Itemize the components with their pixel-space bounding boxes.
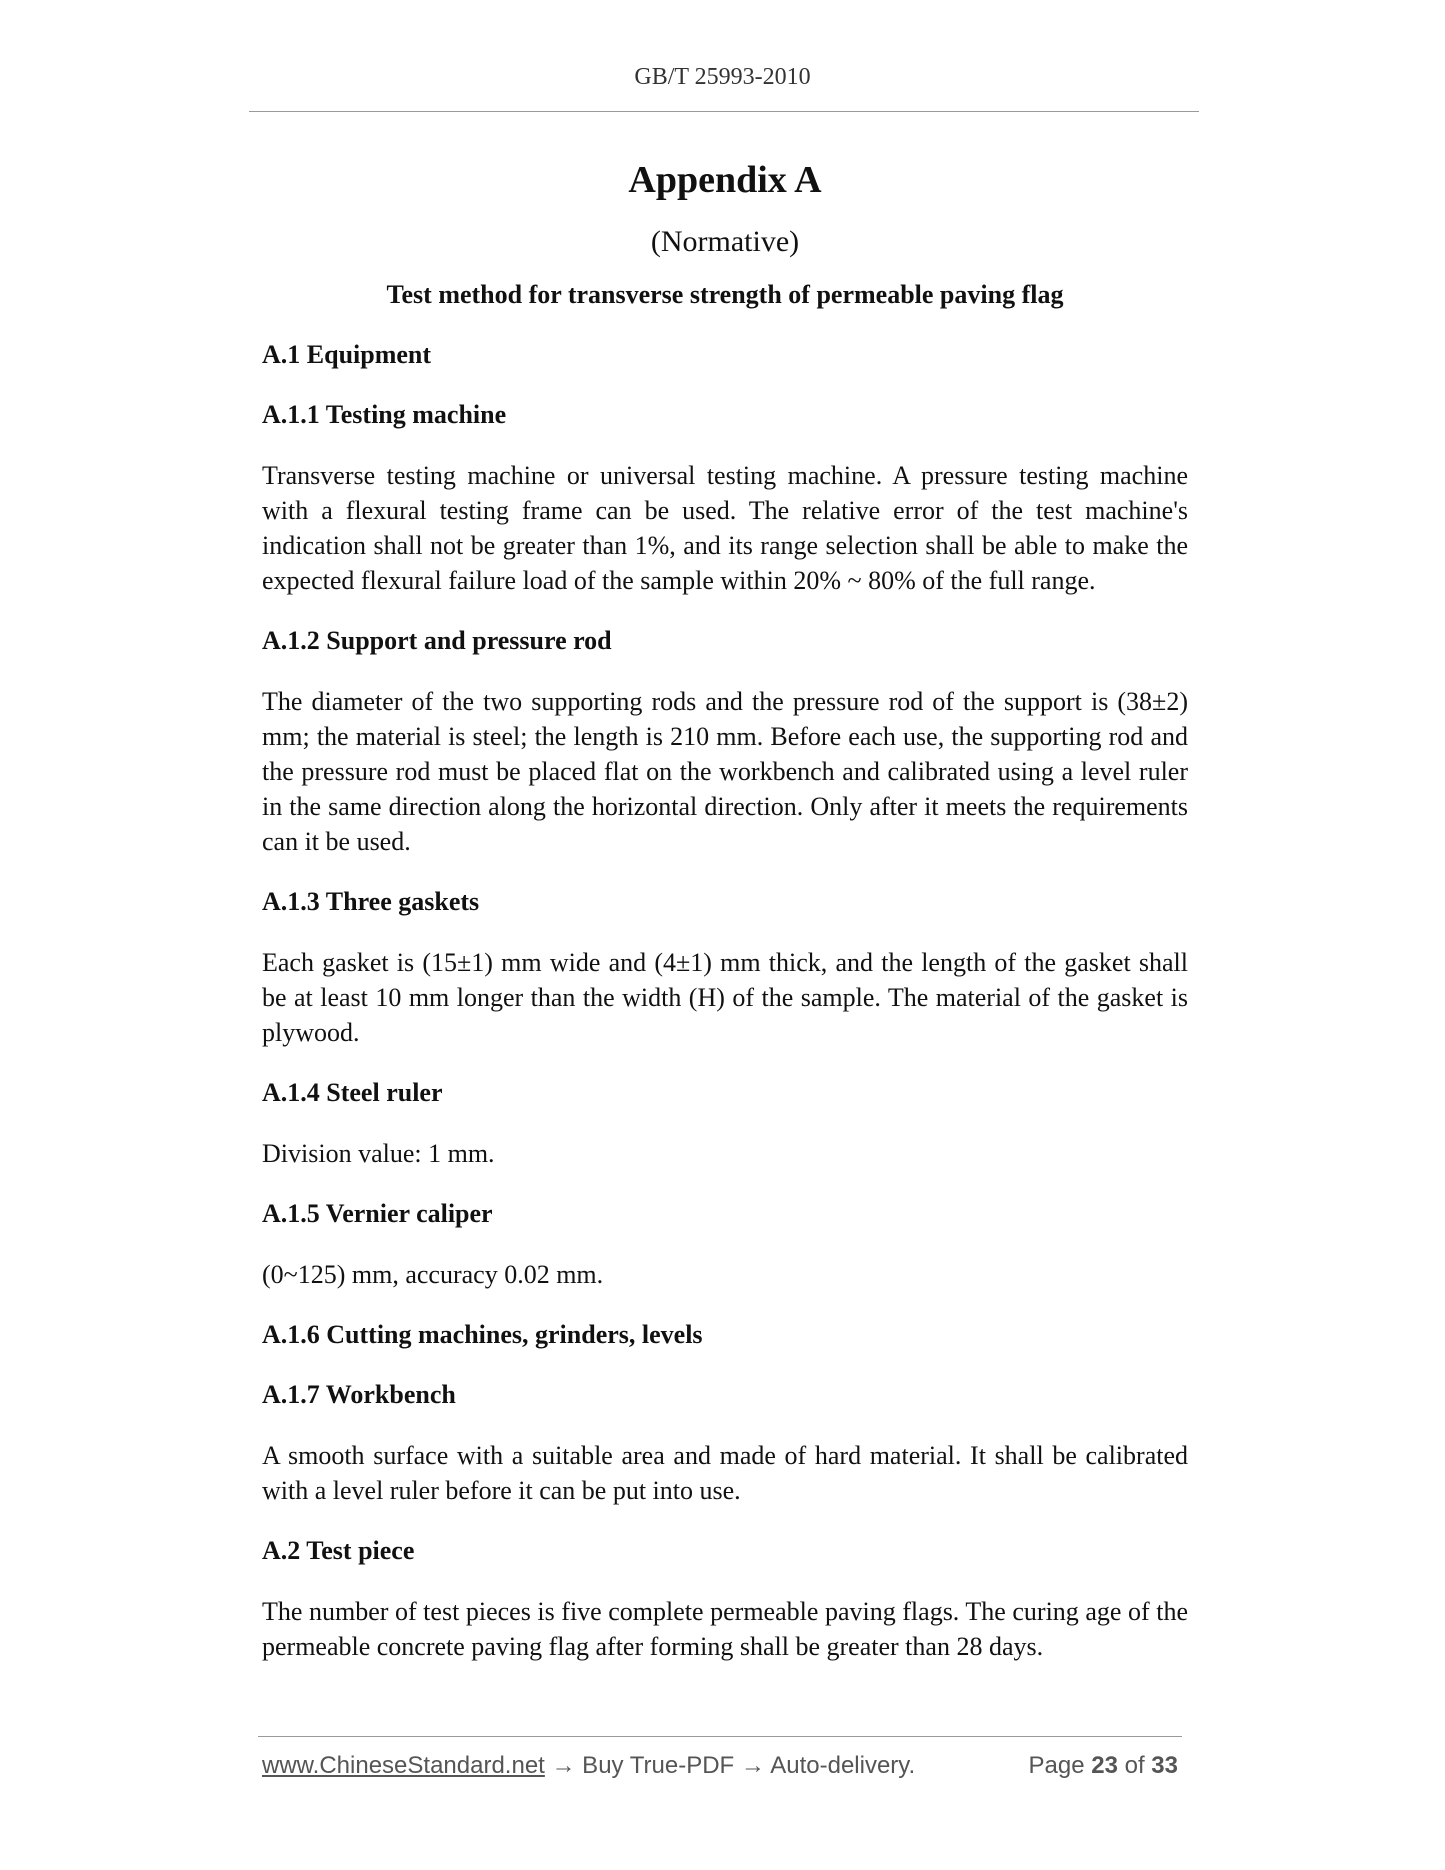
section-text-a2: The number of test pieces is five complete permeable paving flags. The curing age of the permeable concrete paving flag after forming shall be greater than 28 days. (262, 1597, 1188, 1661)
appendix-title: Appendix A (628, 159, 822, 201)
of-label: of (1124, 1752, 1145, 1779)
section-heading-a1: A.1 Equipment (262, 340, 432, 369)
section-heading-a1-6: A.1.6 Cutting machines, grinders, levels (262, 1320, 703, 1349)
section-text-a1-2: The diameter of the two supporting rods and the pressure rod of the support is (38±2) mm; the material is steel; the length is 210 mm. Before each use, the supporting rod and the pressure rod must be placed flat on the workbench and calibrated using a level ruler in the same direction along the horizontal direction. Only after it meets the requirements can it be used. (262, 687, 1188, 856)
section-text-a1-5: (0~125) mm, accuracy 0.02 mm. (262, 1260, 604, 1289)
footer-promo (262, 1752, 915, 1780)
page-total: 33 (1151, 1752, 1178, 1779)
section-heading-a1-7: A.1.7 Workbench (262, 1380, 456, 1409)
section-text-a1-1: Transverse testing machine or universal testing machine. A pressure testing machine with a flexural testing frame can be used. The relative error of the test machine's indication shall not be greater than 1%, and its range selection shall be able to make the expected flexural failure load of the sample within 20% ~ 80% of the full range. (262, 461, 1188, 595)
footer-divider (258, 1736, 1182, 1737)
section-heading-a1-5: A.1.5 Vernier caliper (262, 1199, 493, 1228)
page-current: 23 (1091, 1752, 1118, 1779)
page-content (262, 150, 1188, 1664)
section-heading-a1-3: A.1.3 Three gaskets (262, 887, 480, 916)
section-heading-a1-4: A.1.4 Steel ruler (262, 1078, 443, 1107)
section-heading-a1-2: A.1.2 Support and pressure rod (262, 626, 612, 655)
footer-promo-text: → Buy True-PDF → Auto-delivery. (544, 1752, 916, 1779)
standard-code-header: GB/T 25993-2010 (634, 64, 811, 90)
site-link[interactable]: www.ChineseStandard.net (262, 1752, 545, 1779)
section-text-a1-7: A smooth surface with a suitable area and made of hard material. It shall be calibrated with a level ruler before it can be put into use. (262, 1441, 1188, 1505)
appendix-subtitle: (Normative) (650, 225, 800, 258)
section-text-a1-4: Division value: 1 mm. (262, 1139, 495, 1168)
section-text-a1-3: Each gasket is (15±1) mm wide and (4±1) mm thick, and the length of the gasket shall be at least 10 mm longer than the width (H) of the sample. The material of the gasket is plywood. (262, 948, 1188, 1047)
header-divider (249, 111, 1199, 112)
page-footer (262, 1752, 1182, 1786)
page-number (1029, 1752, 1179, 1780)
page-label: Page (1028, 1752, 1085, 1779)
section-heading-a2: A.2 Test piece (262, 1536, 415, 1565)
appendix-name: Test method for transverse strength of permeable paving flag (386, 280, 1064, 309)
section-heading-a1-1: A.1.1 Testing machine (262, 400, 507, 429)
